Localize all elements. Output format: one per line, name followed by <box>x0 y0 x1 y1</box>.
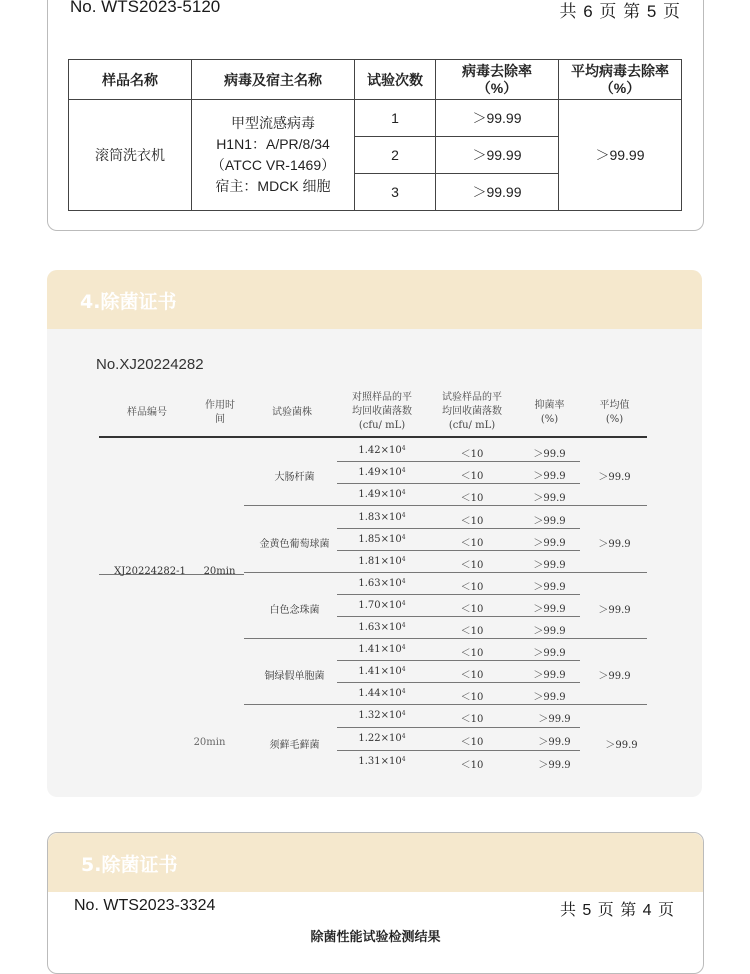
trial-cell: 2 <box>355 137 436 174</box>
header-trials: 试验次数 <box>355 60 436 100</box>
sample-no-cell: XJ20224282-1 <box>114 566 186 577</box>
header-sample-name: 样品名称 <box>69 60 192 100</box>
test-count-cell: ＜10 <box>460 737 484 748</box>
row-rule <box>337 483 580 484</box>
test-count-cell: ＜10 <box>460 516 484 527</box>
inhibition-rate-cell: ＞99.9 <box>533 626 566 637</box>
group-rule <box>244 505 647 506</box>
row-rule <box>337 660 580 661</box>
trial-cell: 1 <box>355 100 436 137</box>
average-cell: ＞99.9 <box>598 539 631 550</box>
control-count-cell: $1.42\times 10^4$ <box>358 445 406 456</box>
exponent: 4 <box>401 733 406 740</box>
control-count-cell: $1.49\times 10^4$ <box>358 489 406 500</box>
row-rule <box>337 750 580 751</box>
exponent: 4 <box>401 710 406 717</box>
time-cell: 20min <box>193 737 226 748</box>
inhibition-rate-cell: ＞99.9 <box>533 582 566 593</box>
exponent: 4 <box>401 756 406 763</box>
rate-cell: ＞99.99 <box>436 100 559 137</box>
test-count-cell: ＜10 <box>460 760 484 771</box>
test-count-cell: ＜10 <box>460 692 484 703</box>
row-rule <box>337 682 580 683</box>
control-count-cell: $1.41\times 10^4$ <box>358 644 406 655</box>
test-count-cell: ＜10 <box>460 714 484 725</box>
control-count-cell: $1.81\times 10^4$ <box>358 556 406 567</box>
inhibition-rate-cell: ＞99.9 <box>533 538 566 549</box>
control-count-cell: $1.85\times 10^4$ <box>358 534 406 545</box>
exponent: 4 <box>401 666 406 673</box>
strain-cell: 白色念珠菌 <box>269 605 320 616</box>
inhibition-rate-cell: ＞99.9 <box>533 449 566 460</box>
inhibition-rate-cell: ＞99.9 <box>533 560 566 571</box>
group-rule <box>244 704 647 705</box>
group-rule <box>244 638 647 639</box>
exponent: 4 <box>401 644 406 651</box>
control-count-cell: $1.32\times 10^4$ <box>358 710 406 721</box>
control-count-cell: $1.44\times 10^4$ <box>358 688 406 699</box>
row-rule <box>337 594 580 595</box>
header-virus-host: 病毒及宿主名称 <box>192 60 355 100</box>
exponent: 4 <box>401 445 406 452</box>
row-rule <box>337 461 580 462</box>
strain-cell: 大肠杆菌 <box>274 472 315 483</box>
section-5-card <box>47 832 704 974</box>
section-4-banner <box>47 270 702 329</box>
average-cell: ＞99.9 <box>598 472 631 483</box>
exponent: 4 <box>401 578 406 585</box>
inhibition-rate-cell: ＞99.9 <box>533 604 566 615</box>
exponent: 4 <box>401 622 406 629</box>
doc-number: No. WTS2023-5120 <box>70 0 221 16</box>
rate-cell: ＞99.99 <box>436 137 559 174</box>
row-rule <box>337 727 580 728</box>
page-info: 共 6 页 第 5 页 <box>559 2 681 21</box>
page-info: 共 5 页 第 4 页 <box>559 902 675 919</box>
exponent: 4 <box>401 600 406 607</box>
test-count-cell: ＜10 <box>460 471 484 482</box>
inhibition-rate-cell: ＞99.9 <box>533 493 566 504</box>
cert-number: No.XJ20224282 <box>96 356 204 373</box>
exponent: 4 <box>401 534 406 541</box>
test-count-cell: ＜10 <box>460 670 484 681</box>
virus-host-cell: 甲型流感病毒 H1N1：A/PR/8/34 （ATCC VR-1469） 宿主：MDCK 细胞 <box>192 100 355 211</box>
header-removal-rate: 病毒去除率 （%） <box>436 60 559 100</box>
section-5-heading: 除菌性能试验检测结果 <box>310 930 441 945</box>
inhibition-rate-cell: ＞99.9 <box>533 648 566 659</box>
top-certificate-card <box>47 0 704 231</box>
avg-rate-cell: ＞99.99 <box>559 100 682 211</box>
test-count-cell: ＜10 <box>460 604 484 615</box>
inhibition-rate-cell: ＞99.9 <box>538 737 571 748</box>
control-count-cell: $1.31\times 10^4$ <box>358 756 406 767</box>
control-count-cell: $1.22\times 10^4$ <box>358 733 406 744</box>
test-count-cell: ＜10 <box>460 626 484 637</box>
control-count-cell: $1.63\times 10^4$ <box>358 622 406 633</box>
test-count-cell: ＜10 <box>460 538 484 549</box>
exponent: 4 <box>401 556 406 563</box>
strain-cell: 金黄色葡萄球菌 <box>259 539 330 550</box>
average-cell: ＞99.9 <box>598 605 631 616</box>
col-test: 试验样品的平 均回收菌落数 (cfu/ mL) <box>442 392 502 431</box>
row-rule <box>337 616 580 617</box>
strain-cell: 铜绿假单胞菌 <box>264 671 325 682</box>
inhibition-rate-cell: ＞99.9 <box>533 516 566 527</box>
section-5-title: 5.除菌证书 <box>81 854 178 876</box>
inhibition-rate-cell: ＞99.9 <box>533 692 566 703</box>
exponent: 4 <box>401 512 406 519</box>
strain-cell: 须藓毛藓菌 <box>269 740 320 751</box>
control-count-cell: $1.63\times 10^4$ <box>358 578 406 589</box>
row-rule <box>337 528 580 529</box>
col-strain: 试验菌株 <box>272 407 312 418</box>
col-time: 作用时 间 <box>205 400 235 425</box>
inhibition-rate-cell: ＞99.9 <box>538 760 571 771</box>
test-count-cell: ＜10 <box>460 449 484 460</box>
col-rate: 抑菌率 (%) <box>534 400 565 425</box>
control-count-cell: $1.49\times 10^4$ <box>358 467 406 478</box>
trial-cell: 3 <box>355 174 436 211</box>
section-5-banner <box>48 833 703 892</box>
exponent: 4 <box>401 489 406 496</box>
inhibition-rate-cell: ＞99.9 <box>533 670 566 681</box>
row-rule <box>337 550 580 551</box>
sample-name-cell: 滚筒洗衣机 <box>69 100 192 211</box>
col-avg: 平均值 (%) <box>599 400 630 425</box>
doc-number: No. WTS2023-3324 <box>74 897 216 914</box>
section-4-title: 4.除菌证书 <box>80 291 177 313</box>
test-count-cell: ＜10 <box>460 560 484 571</box>
exponent: 4 <box>401 688 406 695</box>
exponent: 4 <box>401 467 406 474</box>
test-count-cell: ＜10 <box>460 582 484 593</box>
average-cell: ＞99.9 <box>605 740 638 751</box>
control-count-cell: $1.83\times 10^4$ <box>358 512 406 523</box>
col-control: 对照样品的平 均回收菌落数 (cfu/ mL) <box>352 392 412 431</box>
section-4-card <box>47 270 702 797</box>
inhibition-rate-cell: ＞99.9 <box>533 471 566 482</box>
control-count-cell: $1.41\times 10^4$ <box>358 666 406 677</box>
rate-cell: ＞99.99 <box>436 174 559 211</box>
test-count-cell: ＜10 <box>460 648 484 659</box>
header-avg-removal-rate: 平均病毒去除率 （%） <box>559 60 682 100</box>
virus-removal-table <box>68 59 682 211</box>
col-sample-no: 样品编号 <box>127 407 167 418</box>
average-cell: ＞99.9 <box>598 671 631 682</box>
header-rule <box>99 436 647 438</box>
inhibition-rate-cell: ＞99.9 <box>538 714 571 725</box>
group-rule <box>244 572 647 573</box>
time-cell: 20min <box>203 566 236 577</box>
test-count-cell: ＜10 <box>460 493 484 504</box>
control-count-cell: $1.70\times 10^4$ <box>358 600 406 611</box>
